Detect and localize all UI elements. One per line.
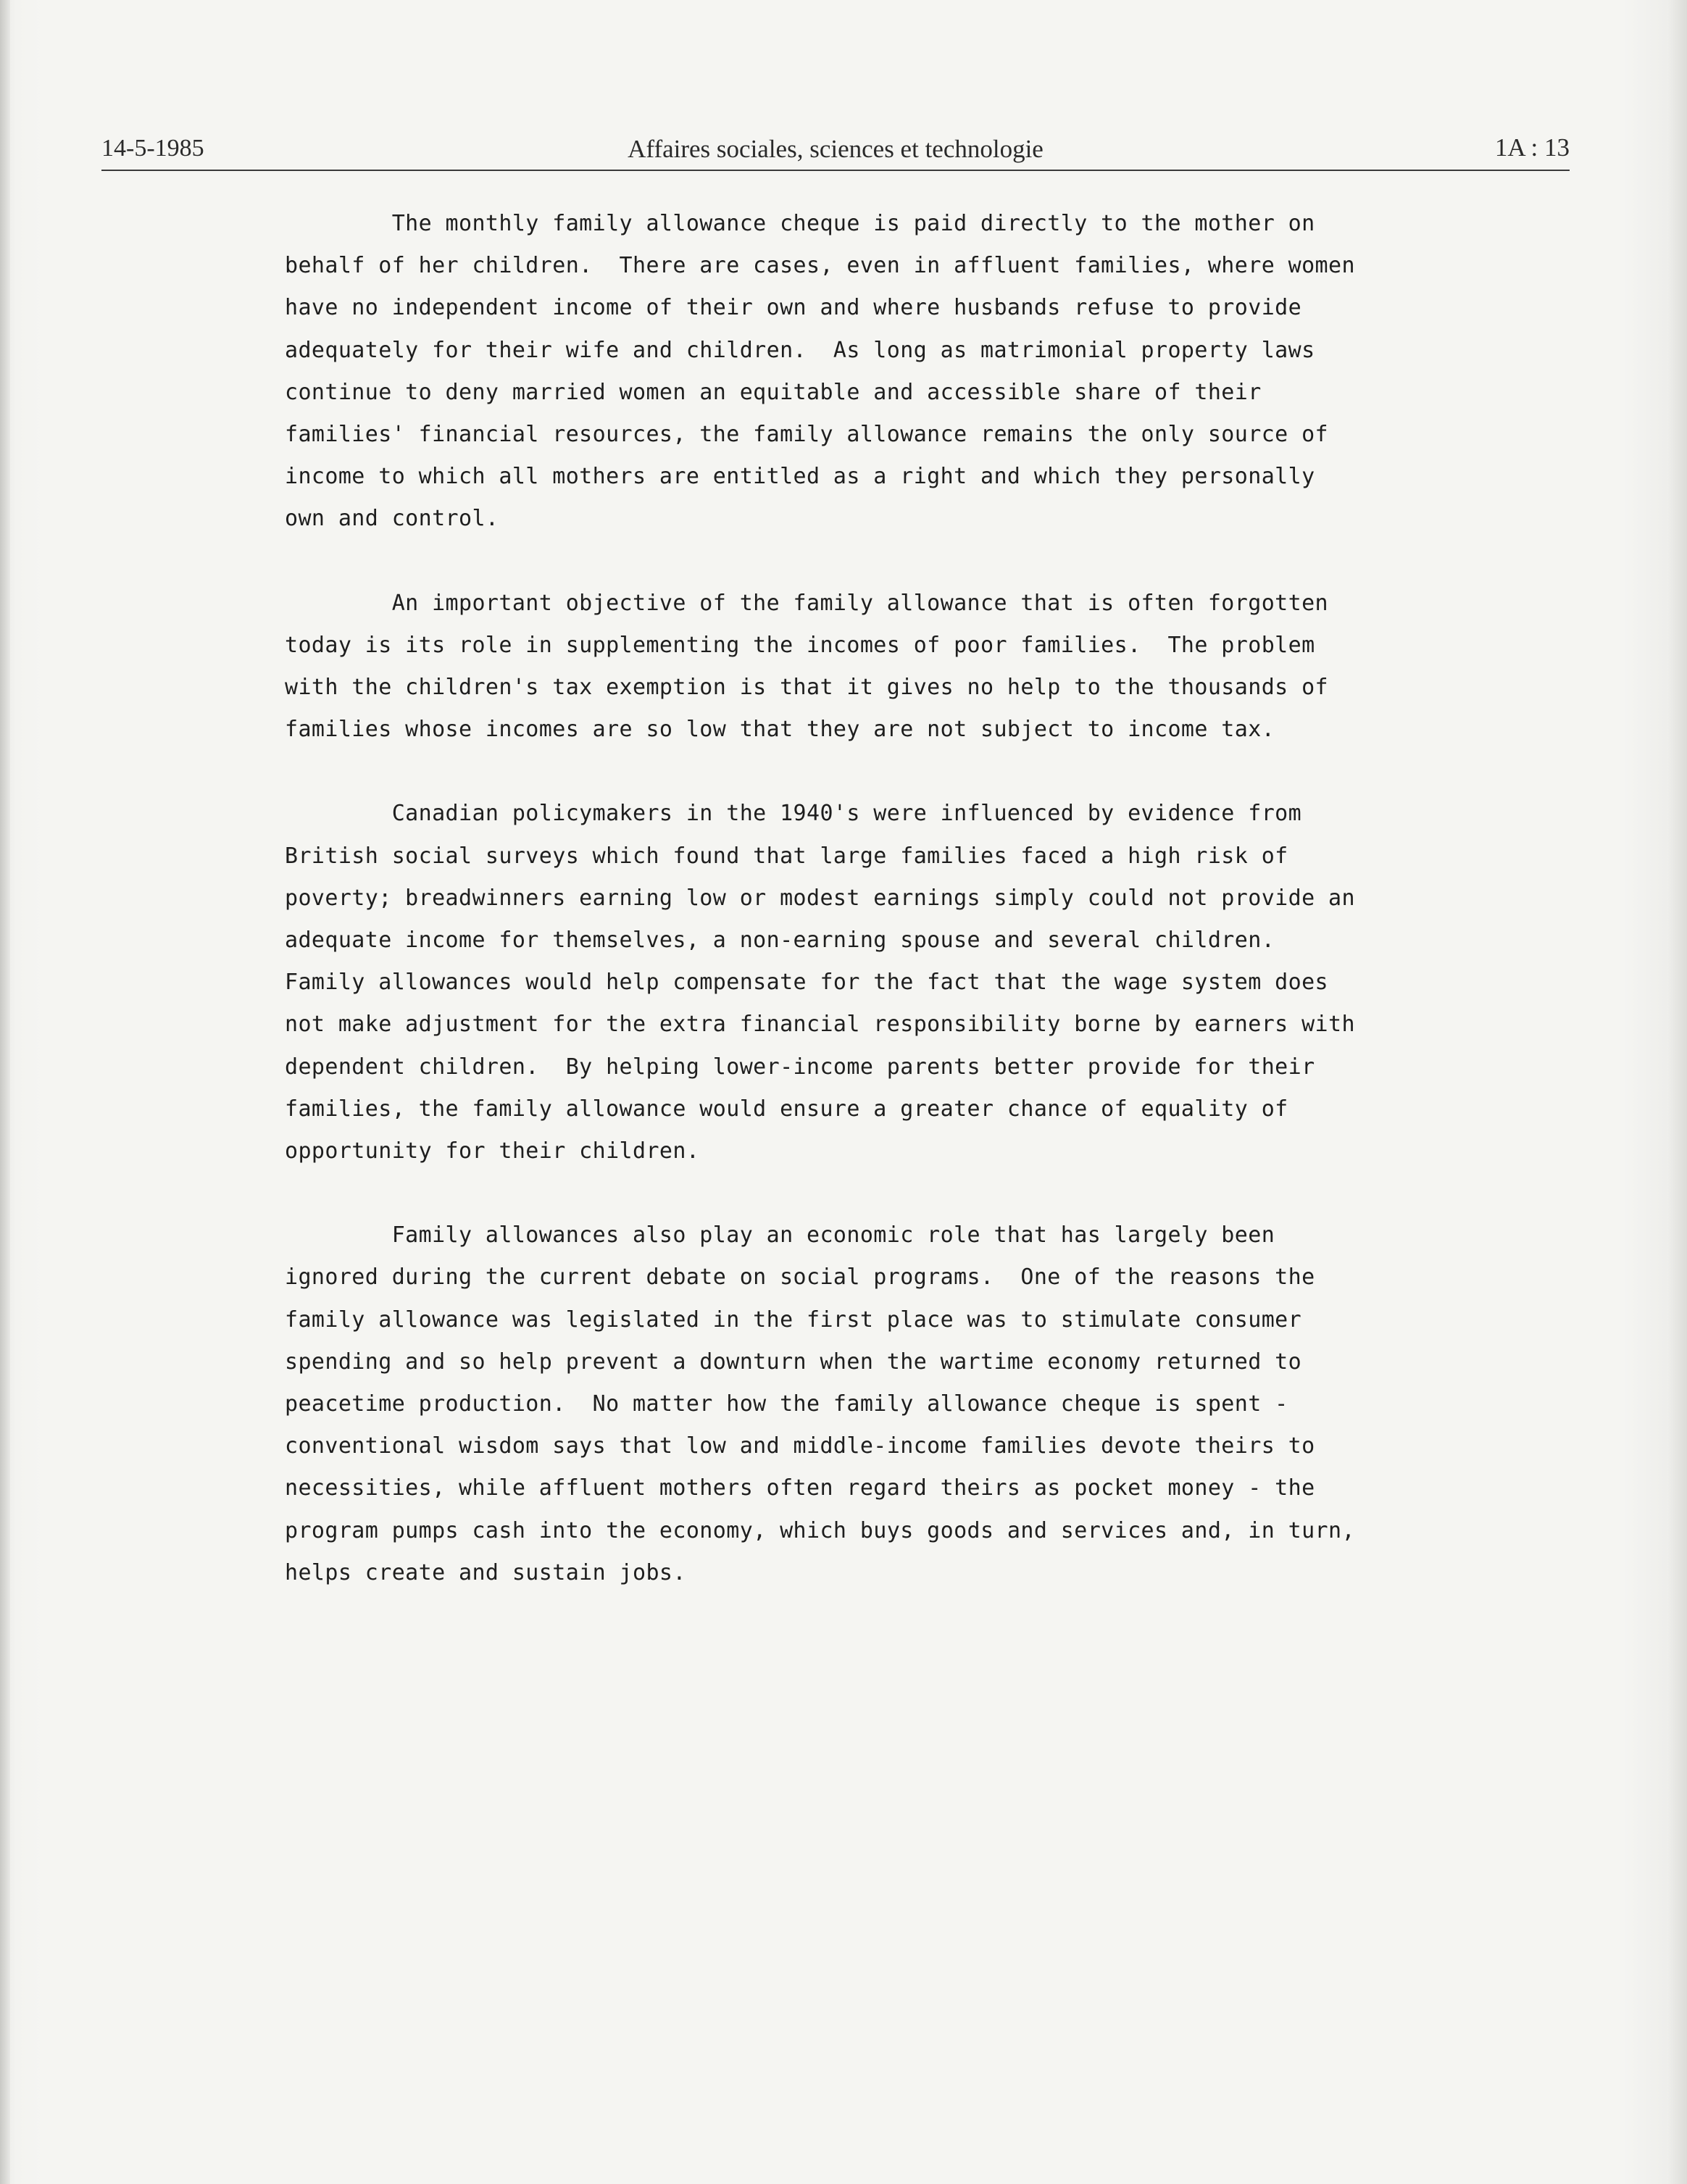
text-line: own and control. [285, 506, 499, 532]
text-line: peacetime production. No matter how the family allowance cheque is spent - [285, 1391, 1288, 1417]
text-line: An important objective of the family allowance that is often forgotten [285, 590, 1328, 616]
text-line: British social surveys which found that large families faced a high risk of [285, 843, 1288, 869]
paragraph-1 [285, 203, 1430, 541]
text-line: program pumps cash into the economy, which buys goods and services and, in turn, [285, 1517, 1355, 1543]
text-line: families, the family allowance would ensure a greater chance of equality of [285, 1096, 1288, 1122]
header-rule [101, 170, 1570, 171]
header-date: 14-5-1985 [101, 135, 204, 162]
text-line: behalf of her children. There are cases, even in affluent families, where women [285, 253, 1355, 279]
text-line: income to which all mothers are entitled as a right and which they personally [285, 464, 1315, 490]
text-line: adequately for their wife and children. As long as matrimonial property laws [285, 337, 1315, 363]
page-right-edge [1667, 0, 1687, 2184]
paragraph-2 [285, 583, 1430, 751]
text-line: Family allowances would help compensate for the fact that the wage system does [285, 970, 1328, 996]
page-header [101, 130, 1570, 171]
paragraph-4 [285, 1214, 1430, 1594]
paragraph-3 [285, 793, 1430, 1172]
text-line: with the children's tax exemption is that it gives no help to the thousands of [285, 675, 1328, 701]
text-line: ignored during the current debate on social programs. One of the reasons the [285, 1264, 1315, 1291]
text-line: adequate income for themselves, a non-earning spouse and several children. [285, 928, 1275, 954]
header-title: Affaires sociales, sciences et technologie [628, 135, 1044, 163]
page-left-edge [0, 0, 10, 2184]
text-line: conventional wisdom says that low and middle-income families devote theirs to [285, 1433, 1315, 1459]
text-line: Family allowances also play an economic role that has largely been [285, 1222, 1275, 1249]
text-line: opportunity for their children. [285, 1138, 700, 1164]
header-page-number: 1A : 13 [1494, 133, 1570, 162]
text-line: continue to deny married women an equitable and accessible share of their [285, 379, 1262, 405]
text-line: not make adjustment for the extra financial responsibility borne by earners with [285, 1012, 1355, 1038]
body-text [285, 203, 1430, 1636]
text-line: Canadian policymakers in the 1940's were influenced by evidence from [285, 801, 1302, 827]
text-line: families whose incomes are so low that they are not subject to income tax. [285, 717, 1275, 743]
text-line: helps create and sustain jobs. [285, 1559, 686, 1585]
text-line: families' financial resources, the family allowance remains the only source of [285, 422, 1328, 448]
text-line: family allowance was legislated in the first place was to stimulate consumer [285, 1306, 1302, 1333]
text-line: spending and so help prevent a downturn when the wartime economy returned to [285, 1349, 1302, 1375]
text-line: have no independent income of their own and where husbands refuse to provide [285, 295, 1302, 321]
text-line: dependent children. By helping lower-income parents better provide for their [285, 1054, 1315, 1080]
text-line: today is its role in supplementing the incomes of poor families. The problem [285, 632, 1315, 658]
text-line: poverty; breadwinners earning low or modest earnings simply could not provide an [285, 885, 1355, 911]
text-line: The monthly family allowance cheque is paid directly to the mother on [285, 211, 1315, 236]
text-line: necessities, while affluent mothers often regard theirs as pocket money - the [285, 1475, 1315, 1501]
